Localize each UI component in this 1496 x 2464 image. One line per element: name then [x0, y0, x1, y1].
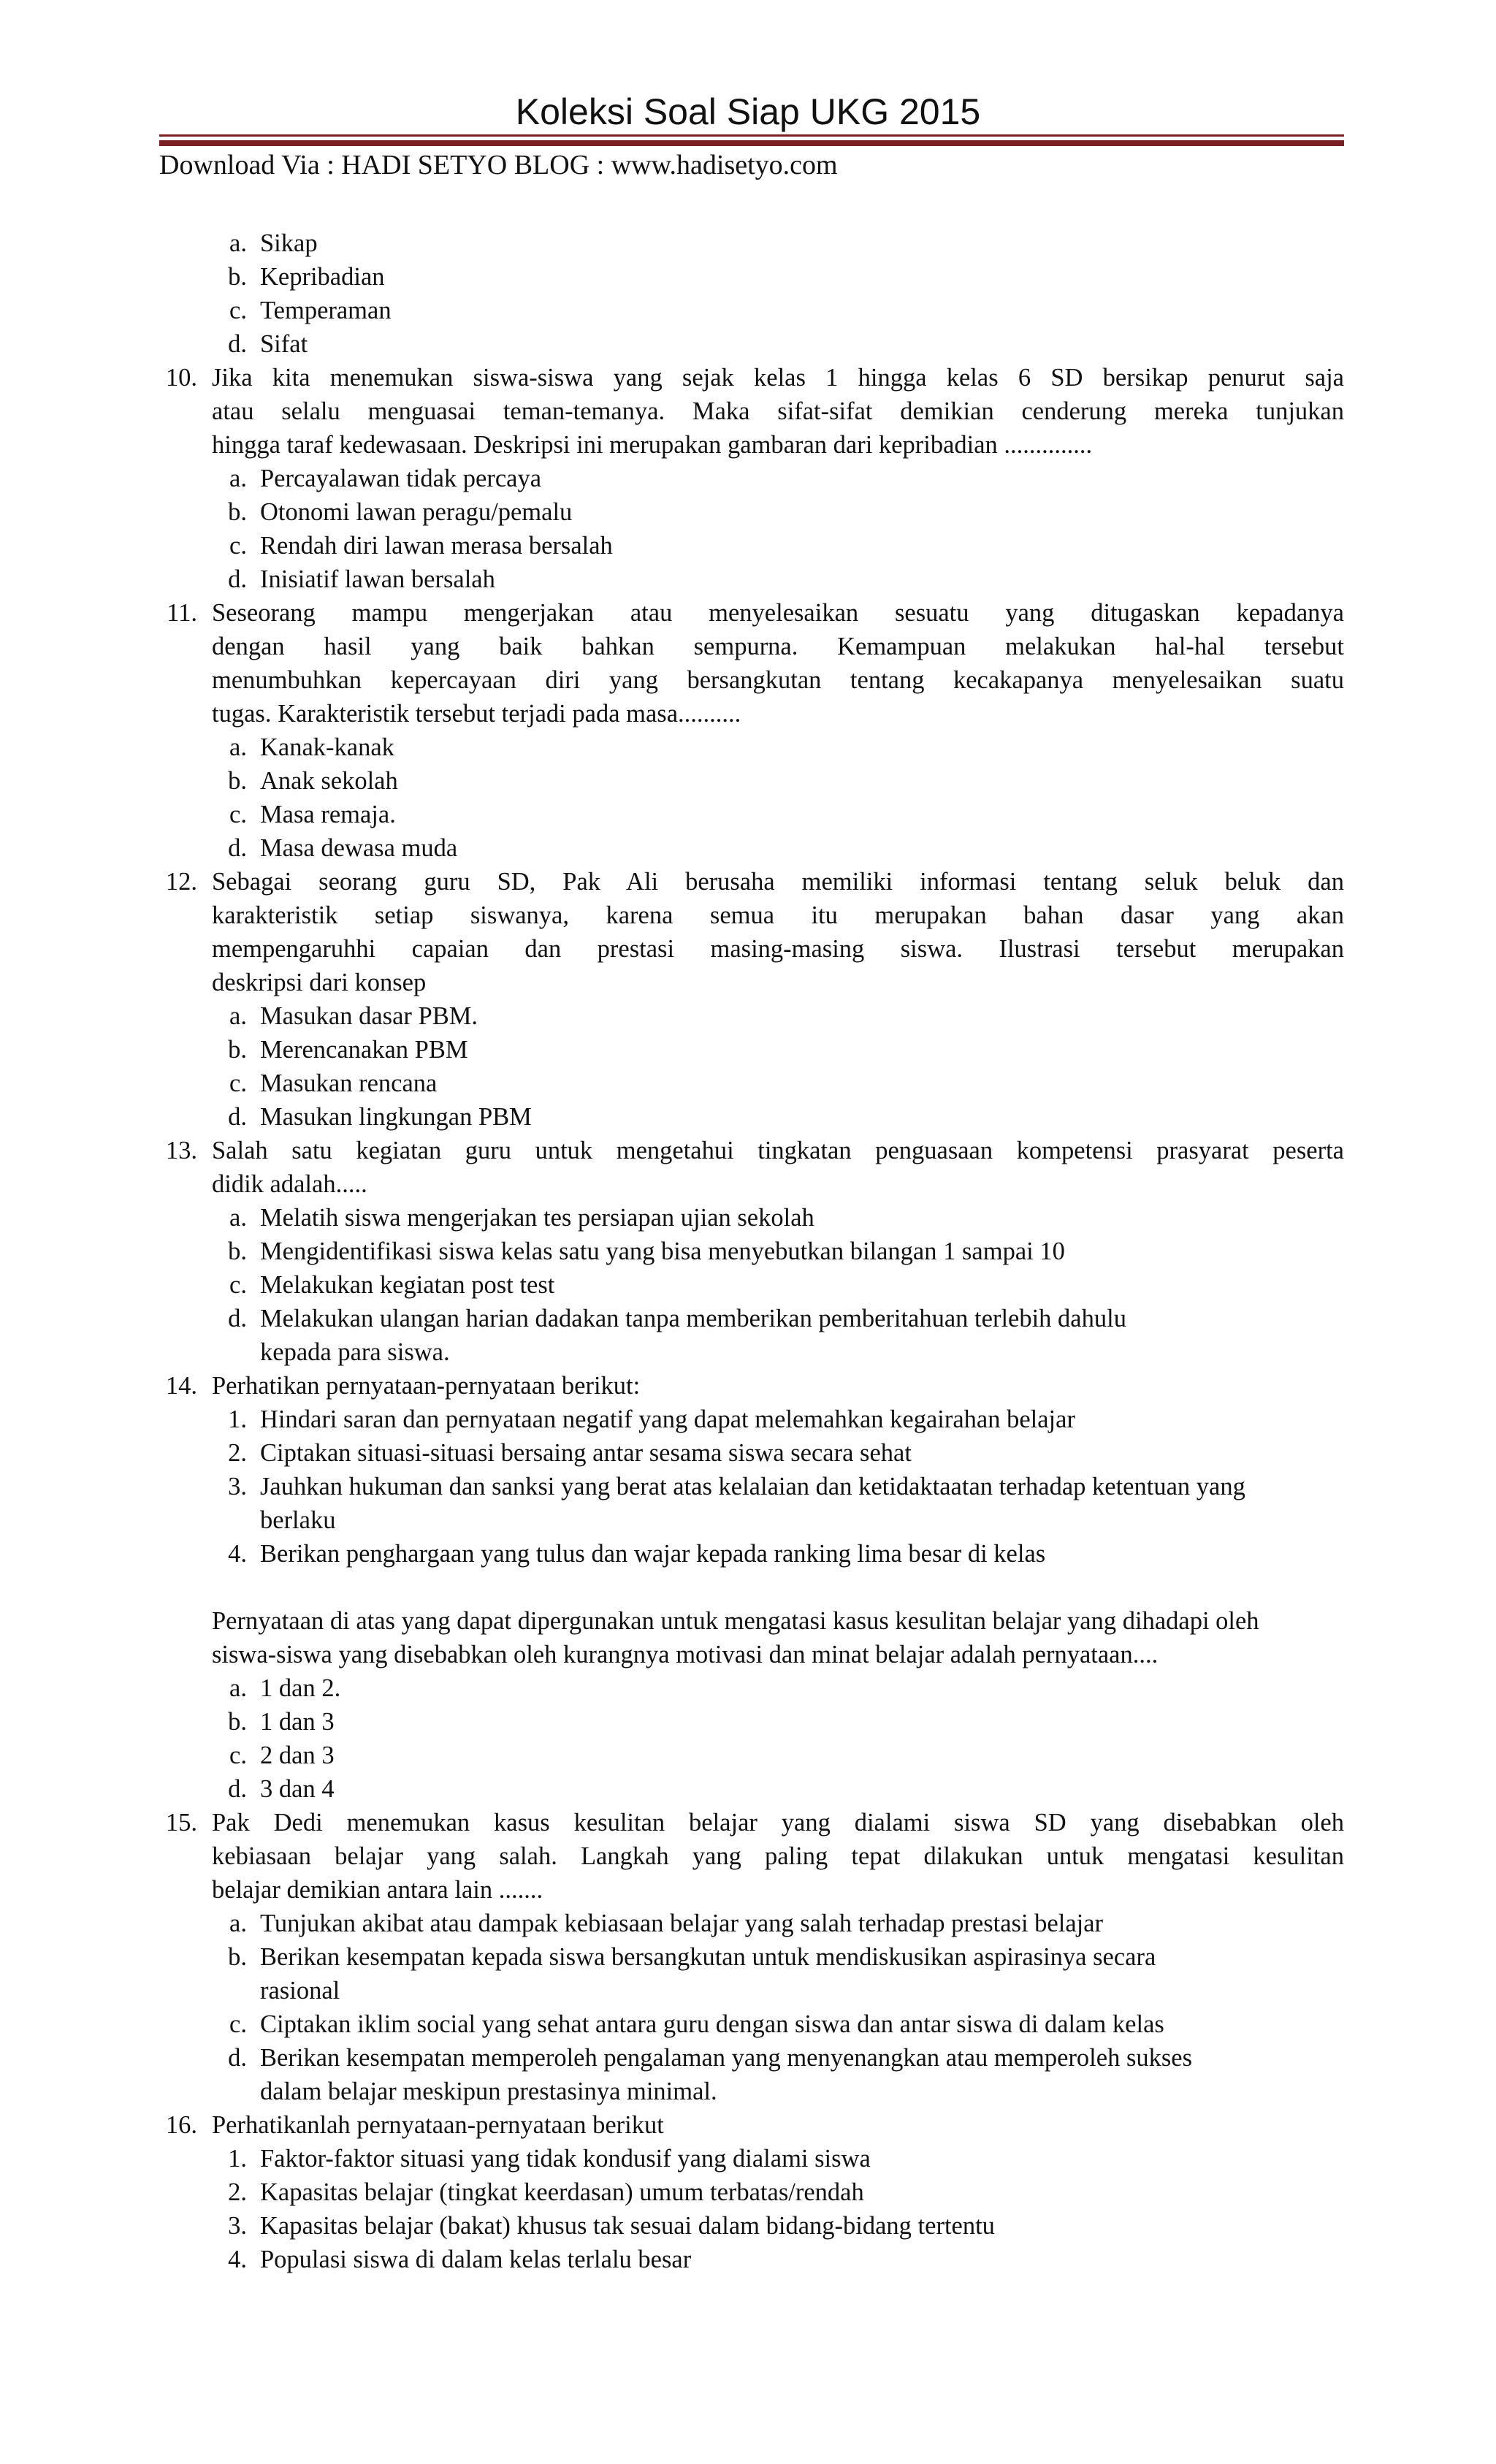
option-text: Berikan kesempatan memperoleh pengalaman yang menyenangkan atau memperoleh sukses — [260, 2044, 1193, 2072]
statement-text: Kapasitas belajar (bakat) khusus tak sesuai dalam bidang-bidang tertentu — [260, 2212, 995, 2240]
option-text: Berikan kesempatan kepada siswa bersangkutan untuk mendiskusikan aspirasinya secara — [260, 1943, 1156, 1971]
option-marker: a. — [229, 1910, 247, 1937]
option-item-continuation — [159, 1335, 1344, 1369]
option-text: 3 dan 4 — [260, 1775, 335, 1803]
statement-item — [159, 1537, 1344, 1571]
question-line — [159, 663, 1344, 697]
question-number: 10. — [165, 364, 197, 392]
option-item — [159, 562, 1344, 596]
question-number: 13. — [165, 1137, 197, 1164]
question-line — [159, 1369, 1344, 1403]
option-marker: d. — [228, 834, 247, 862]
statement-marker: 2. — [228, 2178, 247, 2206]
option-text: rasional — [260, 1977, 340, 2005]
question-text: Perhatikan pernyataan-pernyataan berikut: — [212, 1372, 641, 1400]
option-item — [159, 999, 1344, 1033]
statement-text: Jauhkan hukuman dan sanksi yang berat atas kelalaian dan ketidaktaatan terhadap ketentuan yang — [260, 1473, 1245, 1500]
question-text: Pak Dedi menemukan kasus kesulitan belajar yang dialami siswa SD yang disebabkan oleh — [212, 1809, 1344, 1836]
question-line — [159, 865, 1344, 899]
option-item — [159, 798, 1344, 831]
option-item — [159, 495, 1344, 529]
question-text: Sebagai seorang guru SD, Pak Ali berusaha memiliki informasi tentang seluk beluk dan — [212, 868, 1344, 896]
option-marker: c. — [229, 1742, 247, 1769]
statement-text: Hindari saran dan pernyataan negatif yang dapat melemahkan kegairahan belajar — [260, 1405, 1075, 1433]
option-text: Melakukan ulangan harian dadakan tanpa memberikan pemberitahuan terlebih dahulu — [260, 1305, 1126, 1332]
statement-text: Faktor-faktor situasi yang tidak kondusif yang dialami siswa — [260, 2145, 871, 2173]
option-marker: a. — [229, 733, 247, 761]
question-text: dengan hasil yang baik bahkan sempurna. Kemampuan melakukan hal-hal tersebut — [212, 633, 1344, 660]
option-item-continuation — [159, 2075, 1344, 2108]
statement-item — [159, 2175, 1344, 2209]
question-text: Perhatikanlah pernyataan-pernyataan berikut — [212, 2111, 664, 2139]
option-marker: a. — [229, 1204, 247, 1232]
option-text: Masukan rencana — [260, 1069, 438, 1097]
option-item — [159, 1201, 1344, 1235]
option-item — [159, 1772, 1344, 1806]
option-item — [159, 462, 1344, 495]
option-marker: b. — [228, 767, 247, 795]
question-line — [159, 2108, 1344, 2142]
option-item — [159, 1739, 1344, 1772]
statement-marker: 3. — [228, 1473, 247, 1500]
question-text: siswa-siswa yang disebabkan oleh kurangnya motivasi dan minat belajar adalah pernyataan.... — [212, 1641, 1159, 1668]
question-number: 12. — [165, 868, 197, 896]
question-16 — [159, 2108, 1344, 2276]
question-number: 15. — [165, 1809, 197, 1836]
question-number: 14. — [165, 1372, 197, 1400]
option-text: Anak sekolah — [260, 767, 398, 795]
option-text: Masukan lingkungan PBM — [260, 1103, 532, 1131]
question-number: 16. — [165, 2111, 197, 2139]
question-line — [159, 1167, 1344, 1201]
statement-marker: 4. — [228, 2246, 247, 2273]
option-marker: d. — [228, 1775, 247, 1803]
option-text: 1 dan 2. — [260, 1674, 341, 1702]
option-marker: b. — [228, 263, 247, 291]
question-line — [159, 596, 1344, 630]
option-marker: c. — [229, 801, 247, 828]
option-marker: b. — [228, 1036, 247, 1064]
question-text: tugas. Karakteristik tersebut terjadi pada masa.......... — [212, 700, 741, 728]
question-text: Salah satu kegiatan guru untuk mengetahui tingkatan penguasaan kompetensi prasyarat peserta — [212, 1137, 1344, 1164]
option-item — [159, 1940, 1344, 1974]
option-item — [159, 327, 1344, 361]
option-marker: d. — [228, 1103, 247, 1131]
question-text: menumbuhkan kepercayaan diri yang bersangkutan tentang kecakapanya menyelesaikan suatu — [212, 666, 1344, 694]
option-marker: c. — [229, 2010, 247, 2038]
page-header-subtitle: Download Via : HADI SETYO BLOG : www.hadisetyo.com — [159, 150, 838, 180]
option-item — [159, 764, 1344, 798]
question-list — [159, 226, 1344, 2276]
statement-marker: 1. — [228, 2145, 247, 2173]
option-item — [159, 1268, 1344, 1302]
question-text: deskripsi dari konsep — [212, 969, 427, 996]
option-text: Mengidentifikasi siswa kelas satu yang bisa menyebutkan bilangan 1 sampai 10 — [260, 1237, 1065, 1265]
option-marker: b. — [228, 498, 247, 526]
option-text: Masa remaja. — [260, 801, 396, 828]
option-item — [159, 529, 1344, 562]
option-item — [159, 1033, 1344, 1067]
question-paragraph-line — [159, 1604, 1344, 1638]
question-text: karakteristik setiap siswanya, karena semua itu merupakan bahan dasar yang akan — [212, 901, 1344, 929]
option-marker: c. — [229, 297, 247, 324]
question-14 — [159, 1369, 1344, 1806]
option-item-continuation — [159, 1974, 1344, 2007]
page-header-title: Koleksi Soal Siap UKG 2015 — [515, 91, 981, 132]
statement-marker: 2. — [228, 1439, 247, 1467]
option-marker: c. — [229, 1271, 247, 1299]
statement-item — [159, 1470, 1344, 1503]
header-divider-thin — [159, 134, 1344, 137]
option-item — [159, 1302, 1344, 1335]
option-text: Inisiatif lawan bersalah — [260, 565, 495, 593]
option-item — [159, 2007, 1344, 2041]
option-marker: a. — [229, 465, 247, 492]
statement-text: Berikan penghargaan yang tulus dan wajar kepada ranking lima besar di kelas — [260, 1540, 1046, 1568]
statement-marker: 3. — [228, 2212, 247, 2240]
option-marker: d. — [228, 565, 247, 593]
option-text: Masukan dasar PBM. — [260, 1002, 478, 1030]
option-marker: a. — [229, 1002, 247, 1030]
question-line — [159, 966, 1344, 999]
option-item — [159, 1235, 1344, 1268]
option-item — [159, 260, 1344, 294]
option-text: 1 dan 3 — [260, 1708, 335, 1736]
question-text: Seseorang mampu mengerjakan atau menyelesaikan sesuatu yang ditugaskan kepadanya — [212, 599, 1344, 627]
question-line — [159, 1134, 1344, 1167]
statement-item — [159, 2142, 1344, 2175]
option-text: Otonomi lawan peragu/pemalu — [260, 498, 573, 526]
question-12 — [159, 865, 1344, 1134]
option-text: Kepribadian — [260, 263, 385, 291]
question-paragraph-line — [159, 1638, 1344, 1671]
question-line — [159, 899, 1344, 932]
question-line — [159, 1806, 1344, 1839]
option-text: Ciptakan iklim social yang sehat antara guru dengan siswa dan antar siswa di dalam kelas — [260, 2010, 1164, 2038]
statement-marker: 4. — [228, 1540, 247, 1568]
option-text: Merencanakan PBM — [260, 1036, 468, 1064]
option-item — [159, 1705, 1344, 1739]
statement-item — [159, 2243, 1344, 2276]
question-text: Jika kita menemukan siswa-siswa yang sejak kelas 1 hingga kelas 6 SD bersikap penurut saja — [212, 364, 1344, 392]
option-text: Melatih siswa mengerjakan tes persiapan ujian sekolah — [260, 1204, 814, 1232]
question-line — [159, 932, 1344, 966]
option-text: Masa dewasa muda — [260, 834, 458, 862]
statement-item — [159, 1436, 1344, 1470]
question-11 — [159, 596, 1344, 865]
option-marker: d. — [228, 2044, 247, 2072]
question-13 — [159, 1134, 1344, 1369]
option-text: Sifat — [260, 330, 308, 358]
question-10 — [159, 361, 1344, 596]
option-text: Kanak-kanak — [260, 733, 394, 761]
statement-item — [159, 2209, 1344, 2243]
question-line — [159, 697, 1344, 731]
option-text: Percayalawan tidak percaya — [260, 465, 542, 492]
statement-text: berlaku — [260, 1506, 336, 1534]
option-marker: d. — [228, 1305, 247, 1332]
header-divider-thick — [159, 140, 1344, 146]
option-item — [159, 294, 1344, 327]
question-text: didik adalah..... — [212, 1170, 367, 1198]
question-line — [159, 361, 1344, 394]
option-item — [159, 1067, 1344, 1100]
option-item — [159, 1100, 1344, 1134]
option-marker: b. — [228, 1237, 247, 1265]
statement-marker: 1. — [228, 1405, 247, 1433]
question-number: 11. — [167, 599, 197, 627]
option-text: Tunjukan akibat atau dampak kebiasaan belajar yang salah terhadap prestasi belajar — [260, 1910, 1104, 1937]
option-item — [159, 1907, 1344, 1940]
option-marker: b. — [228, 1943, 247, 1971]
option-text: kepada para siswa. — [260, 1338, 450, 1366]
option-item — [159, 226, 1344, 260]
option-item — [159, 831, 1344, 865]
option-marker: a. — [229, 229, 247, 257]
option-text: Temperaman — [260, 297, 392, 324]
question-text: belajar demikian antara lain ....... — [212, 1876, 543, 1904]
option-text: 2 dan 3 — [260, 1742, 335, 1769]
question-text: Pernyataan di atas yang dapat dipergunakan untuk mengatasi kasus kesulitan belajar yang dihadapi oleh — [212, 1607, 1259, 1635]
option-item — [159, 2041, 1344, 2075]
option-text: Sikap — [260, 229, 318, 257]
option-marker: b. — [228, 1708, 247, 1736]
statement-item — [159, 1403, 1344, 1436]
option-marker: a. — [229, 1674, 247, 1702]
question-line — [159, 428, 1344, 462]
paragraph-gap — [159, 1571, 1344, 1604]
question-line — [159, 1873, 1344, 1907]
question-text: atau selalu menguasai teman-temanya. Maka sifat-sifat demikian cenderung mereka tunjukan — [212, 397, 1344, 425]
question-text: hingga taraf kedewasaan. Deskripsi ini merupakan gambaran dari kepribadian .............. — [212, 431, 1093, 459]
question-line — [159, 1839, 1344, 1873]
question-15 — [159, 1806, 1344, 2108]
question-line — [159, 630, 1344, 663]
statement-item-continuation — [159, 1503, 1344, 1537]
option-text: Melakukan kegiatan post test — [260, 1271, 555, 1299]
statement-text: Populasi siswa di dalam kelas terlalu besar — [260, 2246, 692, 2273]
option-text: dalam belajar meskipun prestasinya minimal. — [260, 2078, 717, 2105]
option-marker: c. — [229, 532, 247, 560]
option-item — [159, 731, 1344, 764]
option-text: Rendah diri lawan merasa bersalah — [260, 532, 613, 560]
question-text: kebiasaan belajar yang salah. Langkah yang paling tepat dilakukan untuk mengatasi kesulitan — [212, 1842, 1344, 1870]
question-text: mempengaruhhi capaian dan prestasi masing-masing siswa. Ilustrasi tersebut merupakan — [212, 935, 1344, 963]
option-item — [159, 1671, 1344, 1705]
statement-text: Kapasitas belajar (tingkat keerdasan) umum terbatas/rendah — [260, 2178, 864, 2206]
option-marker: d. — [228, 330, 247, 358]
statement-text: Ciptakan situasi-situasi bersaing antar sesama siswa secara sehat — [260, 1439, 912, 1467]
question-9-options — [159, 226, 1344, 361]
question-line — [159, 394, 1344, 428]
option-marker: c. — [229, 1069, 247, 1097]
